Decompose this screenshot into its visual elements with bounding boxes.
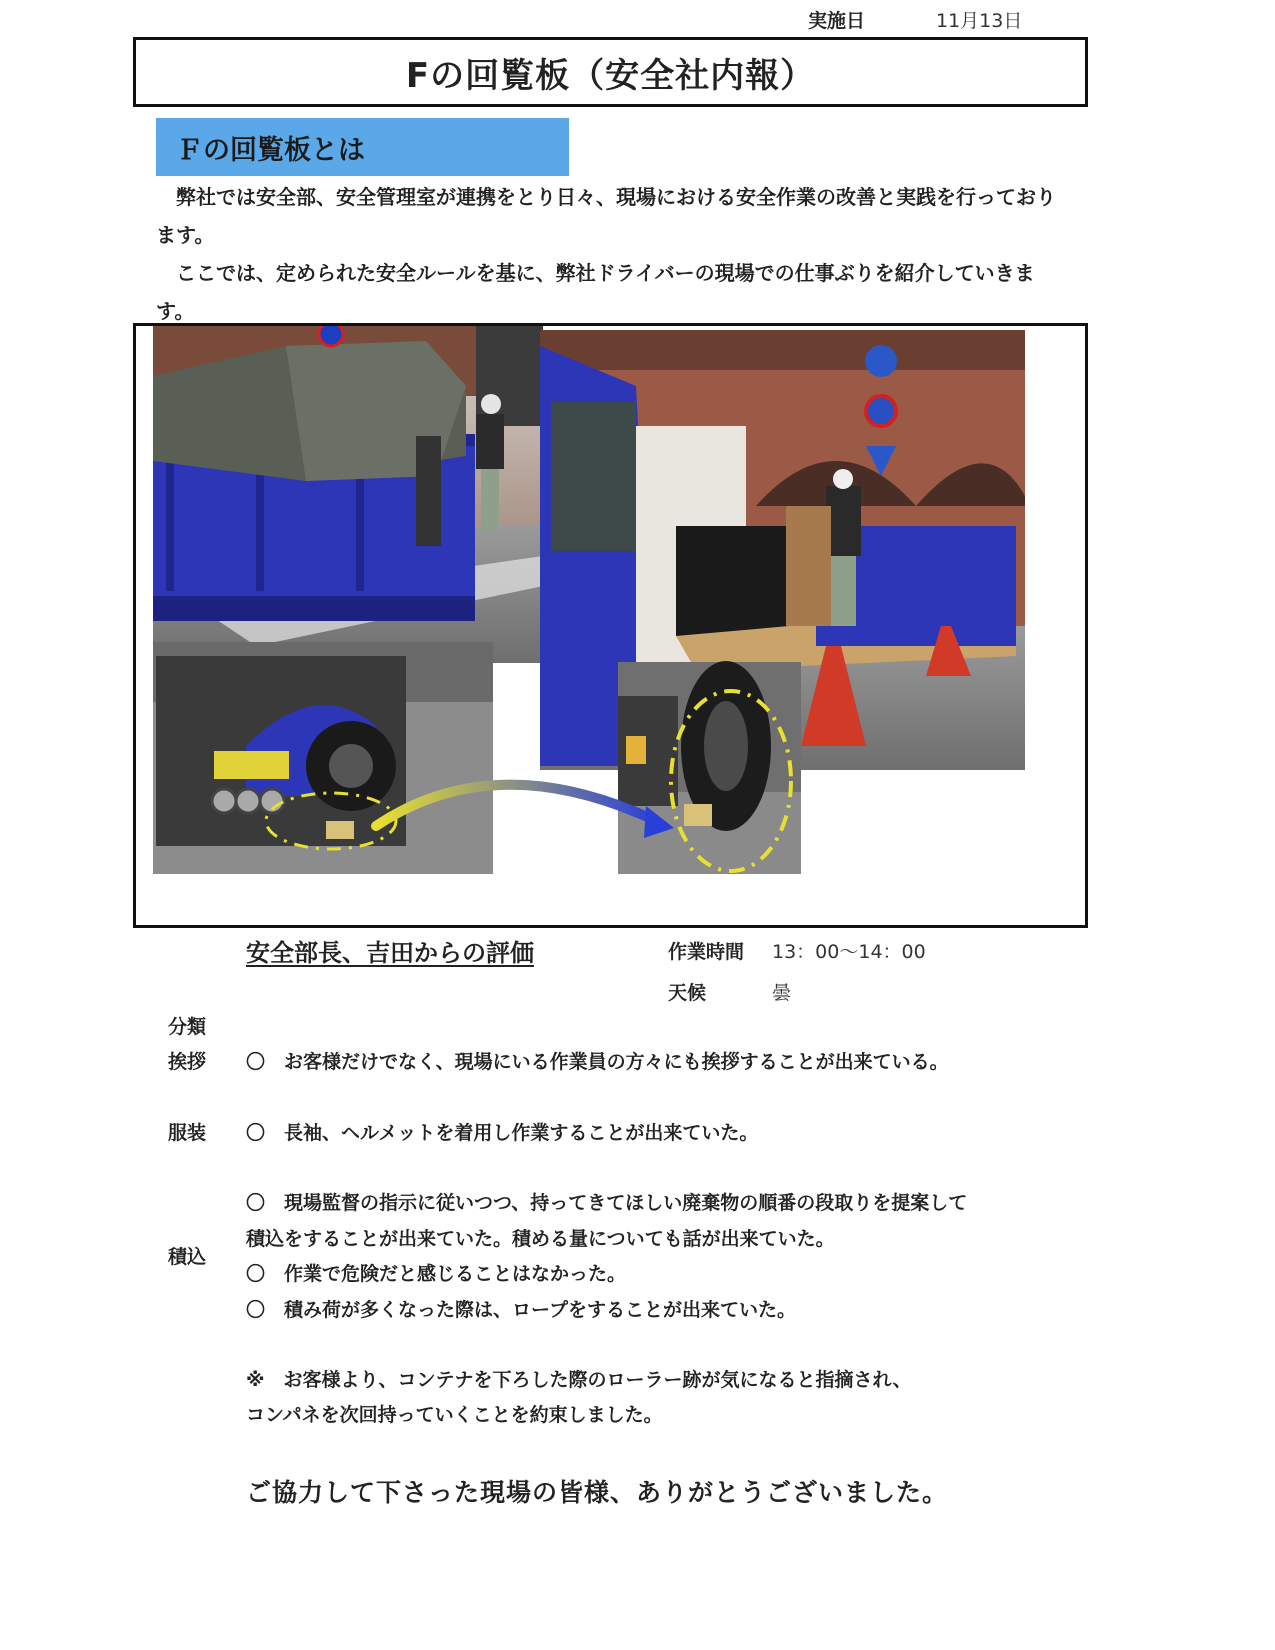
loading-line-1b: 積込をすることが出来ていた。積める量についても話が出来ていた。 (246, 1228, 835, 1250)
photo-wheel-closeup (618, 661, 801, 874)
clothing-line-1: 〇 長袖、ヘルメットを着用し作業することが出来ていた。 (246, 1122, 759, 1144)
category-header: 分類 (168, 1016, 207, 1038)
thanks-message: ご協力して下さった現場の皆様、ありがとうございました。 (246, 1478, 949, 1507)
weather-value: 曇 (772, 982, 792, 1004)
photo-collage-graphic (136, 326, 1085, 925)
intro-paragraph-1: 弊社では安全部、安全管理室が連携をとり日々、現場における安全作業の改善と実践を行っております。 (156, 185, 1056, 247)
category-greeting: 挨拶 (168, 1051, 207, 1073)
work-time-value: 13：00～14：00 (772, 941, 926, 963)
loading-line-1a: 〇 現場監督の指示に従いつつ、持ってきてほしい廃棄物の順番の段取りを提案して (246, 1192, 968, 1214)
photo-container-tarp (153, 326, 543, 663)
work-time-label: 作業時間 (668, 941, 745, 963)
intro-paragraph-2: ここでは、定められた安全ルールを基に、弊社ドライバーの現場での仕事ぶりを紹介していきます。 (156, 261, 1035, 323)
note-line-1: ※ お客様より、コンテナを下ろした際のローラー跡が気になると指摘され、 (246, 1369, 912, 1391)
loading-line-3: 〇 積み荷が多くなった際は、ロープをすることが出来ていた。 (246, 1299, 797, 1321)
loading-line-2: 〇 作業で危険だと感じることはなかった。 (246, 1263, 627, 1285)
title-box (133, 37, 1088, 107)
greeting-line-1: 〇 お客様だけでなく、現場にいる作業員の方々にも挨拶することが出来ている。 (246, 1051, 949, 1073)
section-heading (156, 118, 569, 176)
intro-text (156, 178, 1061, 330)
photo-collage (133, 323, 1088, 928)
date-label: 実施日 (808, 10, 866, 32)
page-title: Fの回覧板（安全社内報） (405, 55, 816, 96)
note-line-2: コンパネを次回持っていくことを約束しました。 (246, 1404, 663, 1426)
evaluation-title: 安全部長、吉田からの評価 (246, 939, 534, 967)
section-heading-text: Ｆの回覧板とは (176, 134, 365, 166)
category-loading: 積込 (168, 1246, 207, 1268)
date-value: 11月13日 (936, 10, 1023, 32)
photo-rear-wheel-chock (153, 642, 493, 874)
weather-label: 天候 (668, 982, 707, 1004)
category-clothing: 服装 (168, 1122, 207, 1144)
